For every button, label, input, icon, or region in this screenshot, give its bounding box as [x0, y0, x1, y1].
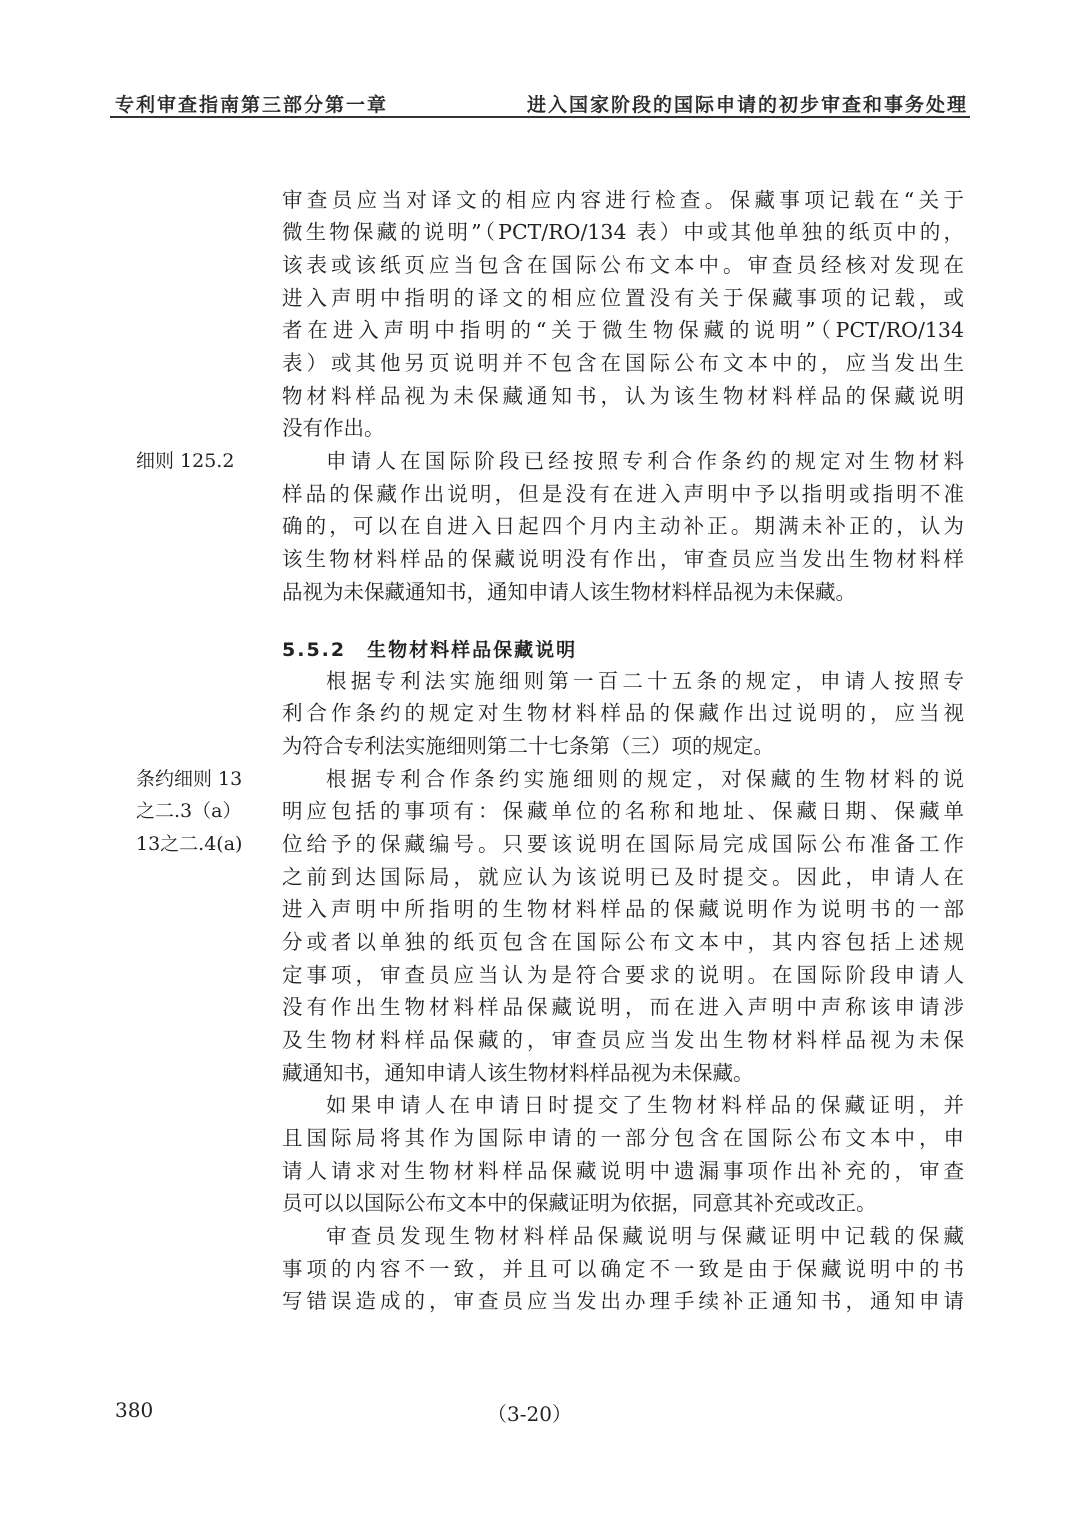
margin-note-rule-125-2: 细则 125.2 — [136, 450, 235, 472]
text-line: 定事项，审查员应当认为是符合要求的说明。在国际阶段申请人 — [282, 963, 964, 987]
text-line: 确的，可以在自进入日起四个月内主动补正。期满未补正的，认为 — [282, 514, 964, 538]
text-line: 及生物材料样品保藏的，审查员应当发出生物材料样品视为未保 — [282, 1028, 964, 1052]
text-line: 明应包括的事项有：保藏单位的名称和地址、保藏日期、保藏单 — [282, 799, 964, 823]
text-line: 进入声明中所指明的生物材料样品的保藏说明作为说明书的一部 — [282, 897, 964, 921]
text-line: 位给予的保藏编号。只要该说明在国际局完成国际公布准备工作 — [282, 832, 964, 856]
text-line: 表）或其他另页说明并不包含在国际公布文本中的，应当发出生 — [282, 351, 964, 375]
text-line: 写错误造成的，审查员应当发出办理手续补正通知书，通知申请 — [282, 1289, 964, 1313]
text-line: 利合作条约的规定对生物材料样品的保藏作出过说明的，应当视 — [282, 701, 964, 725]
text-line: 样品的保藏作出说明，但是没有在进入声明中予以指明或指明不准 — [282, 482, 964, 506]
text-line: 根据专利合作条约实施细则的规定，对保藏的生物材料的说 — [326, 767, 964, 791]
margin-note-pct-rule: 之二.3（a） — [136, 800, 242, 822]
text-line: 物材料样品视为未保藏通知书，认为该生物材料样品的保藏说明 — [282, 384, 964, 408]
section-page-number: （3-20） — [487, 1402, 572, 1426]
margin-note-pct-rule: 13之二.4(a) — [136, 833, 243, 855]
text-line: 微生物保藏的说明”（PCT/RO/134 表）中或其他单独的纸页中的， — [282, 220, 964, 244]
text-line: 为符合专利法实施细则第二十七条第（三）项的规定。 — [282, 734, 774, 758]
text-line: 审查员应当对译文的相应内容进行检查。保藏事项记载在“关于 — [282, 188, 964, 212]
text-line: 申请人在国际阶段已经按照专利合作条约的规定对生物材料 — [326, 449, 964, 473]
text-line: 员可以以国际公布文本中的保藏证明为依据，同意其补充或改正。 — [282, 1191, 877, 1215]
text-line: 根据专利法实施细则第一百二十五条的规定，申请人按照专 — [326, 669, 964, 693]
text-line: 之前到达国际局，就应认为该说明已及时提交。因此，申请人在 — [282, 865, 964, 889]
header-rule — [110, 116, 970, 118]
text-line: 藏通知书，通知申请人该生物材料样品视为未保藏。 — [282, 1061, 754, 1085]
text-line: 请人请求对生物材料样品保藏说明中遗漏事项作出补充的，审查 — [282, 1159, 964, 1183]
text-line: 如果申请人在申请日时提交了生物材料样品的保藏证明，并 — [326, 1093, 964, 1117]
section-heading: 5.5.2 生物材料样品保藏说明 — [282, 639, 578, 661]
text-line: 该表或该纸页应当包含在国际公布文本中。审查员经核对发现在 — [282, 253, 964, 277]
text-line: 分或者以单独的纸页包含在国际公布文本中，其内容包括上述规 — [282, 930, 964, 954]
text-line: 进入声明中指明的译文的相应位置没有关于保藏事项的记载，或 — [282, 286, 964, 310]
text-line: 审查员发现生物材料样品保藏说明与保藏证明中记载的保藏 — [326, 1224, 964, 1248]
margin-note-pct-rule: 条约细则 13 — [136, 768, 243, 790]
text-line: 该生物材料样品的保藏说明没有作出，审查员应当发出生物材料样 — [282, 547, 964, 571]
text-line: 事项的内容不一致，并且可以确定不一致是由于保藏说明中的书 — [282, 1257, 964, 1281]
text-line: 且国际局将其作为国际申请的一部分包含在国际公布文本中，申 — [282, 1126, 964, 1150]
running-header-right: 进入国家阶段的国际申请的初步审查和事务处理 — [526, 94, 968, 116]
page-number: 380 — [115, 1398, 154, 1422]
text-line: 没有作出。 — [282, 416, 385, 440]
text-line: 没有作出生物材料样品保藏说明，而在进入声明中声称该申请涉 — [282, 995, 964, 1019]
running-header-left: 专利审查指南第三部分第一章 — [115, 94, 389, 116]
text-line: 品视为未保藏通知书，通知申请人该生物材料样品视为未保藏。 — [282, 580, 856, 604]
text-line: 者在进入声明中指明的“关于微生物保藏的说明”（PCT/RO/134 — [282, 318, 964, 342]
